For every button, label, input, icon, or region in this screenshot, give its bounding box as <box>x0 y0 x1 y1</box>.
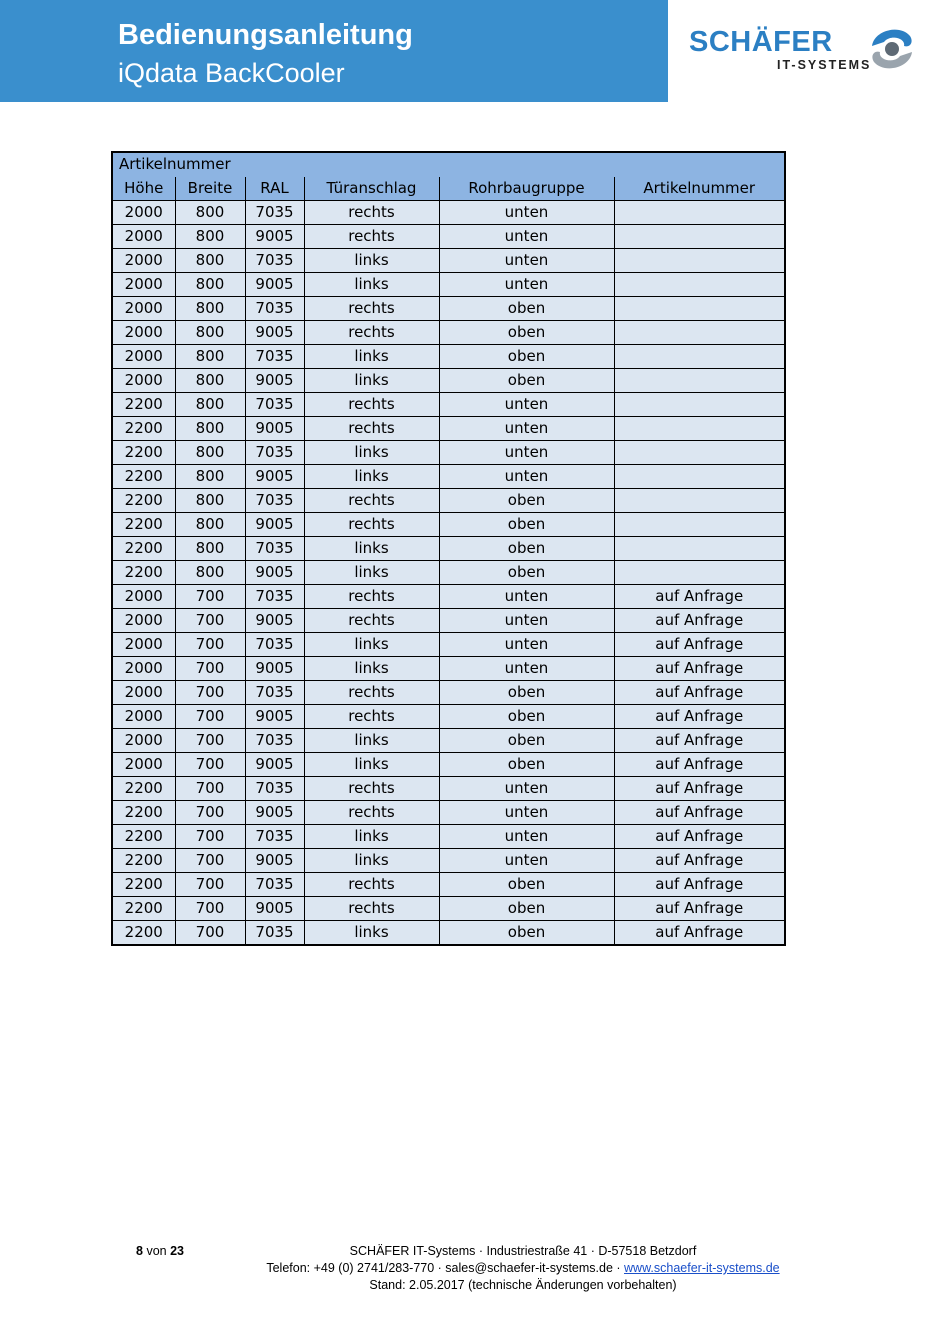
table-cell: rechts <box>304 201 439 225</box>
table-cell: 9005 <box>245 465 304 489</box>
footer-address: SCHÄFER IT-Systems · Industriestraße 41 · D-57518 Betzdorf <box>349 1244 697 1258</box>
table-cell: 2000 <box>112 729 175 753</box>
page-separator: von <box>146 1244 167 1258</box>
table-cell: auf Anfrage <box>614 897 785 921</box>
page-number <box>136 1243 184 1260</box>
table-cell <box>614 273 785 297</box>
article-number-table <box>111 151 786 946</box>
table-cell: auf Anfrage <box>614 633 785 657</box>
website-link[interactable]: www.schaefer-it-systems.de <box>624 1261 780 1275</box>
table-row <box>112 393 785 417</box>
table-cell: 7035 <box>245 633 304 657</box>
table-cell: 7035 <box>245 921 304 946</box>
table-cell <box>614 249 785 273</box>
table-cell: auf Anfrage <box>614 873 785 897</box>
column-header-rohrbaugruppe: Rohrbaugruppe <box>439 177 614 201</box>
table-row <box>112 465 785 489</box>
table-cell: oben <box>439 753 614 777</box>
table-cell: oben <box>439 513 614 537</box>
table-cell: oben <box>439 489 614 513</box>
table-cell: oben <box>439 345 614 369</box>
table-cell: unten <box>439 609 614 633</box>
table-cell: 2200 <box>112 489 175 513</box>
table-cell: 700 <box>175 657 245 681</box>
table-row <box>112 561 785 585</box>
table-cell: 700 <box>175 585 245 609</box>
table-cell: oben <box>439 729 614 753</box>
table-cell: 7035 <box>245 393 304 417</box>
table-row <box>112 801 785 825</box>
column-header-ral: RAL <box>245 177 304 201</box>
footer-contact-line <box>258 1260 788 1277</box>
table-cell: oben <box>439 705 614 729</box>
page-current: 8 <box>136 1244 143 1258</box>
table-cell: auf Anfrage <box>614 657 785 681</box>
table-cell: links <box>304 369 439 393</box>
table-cell: oben <box>439 297 614 321</box>
table-cell: 9005 <box>245 273 304 297</box>
table-cell <box>614 561 785 585</box>
table-cell: unten <box>439 201 614 225</box>
table-cell: 9005 <box>245 705 304 729</box>
table-cell: 800 <box>175 441 245 465</box>
table-cell: 9005 <box>245 513 304 537</box>
table-row <box>112 657 785 681</box>
table-cell: auf Anfrage <box>614 777 785 801</box>
table-cell: 9005 <box>245 657 304 681</box>
document-title: Bedienungsanleitung <box>118 19 413 51</box>
table-cell: 2200 <box>112 849 175 873</box>
table-cell: oben <box>439 561 614 585</box>
table-cell: rechts <box>304 225 439 249</box>
table-cell: unten <box>439 225 614 249</box>
table-row <box>112 513 785 537</box>
table-cell: 2000 <box>112 297 175 321</box>
table-cell: 800 <box>175 345 245 369</box>
table-cell: 800 <box>175 225 245 249</box>
table-cell: 2200 <box>112 561 175 585</box>
table-cell <box>614 297 785 321</box>
table-cell: 9005 <box>245 801 304 825</box>
footer-contact <box>258 1243 788 1294</box>
table-cell: rechts <box>304 393 439 417</box>
logo-wordmark: SCHÄFER <box>689 26 833 58</box>
column-header-tueranschlag: Türanschlag <box>304 177 439 201</box>
table-cell: 2200 <box>112 465 175 489</box>
table-cell: 7035 <box>245 585 304 609</box>
table-row <box>112 417 785 441</box>
table-cell: 800 <box>175 201 245 225</box>
table-row <box>112 921 785 946</box>
table-cell: auf Anfrage <box>614 705 785 729</box>
table-cell: rechts <box>304 585 439 609</box>
table-cell: 2000 <box>112 345 175 369</box>
table-cell: 800 <box>175 465 245 489</box>
table-cell: 700 <box>175 873 245 897</box>
table-cell: auf Anfrage <box>614 849 785 873</box>
table-cell: rechts <box>304 873 439 897</box>
table-row <box>112 897 785 921</box>
table-row <box>112 321 785 345</box>
table-cell: rechts <box>304 705 439 729</box>
footer-date: Stand: 2.05.2017 (technische Änderungen vorbehalten) <box>369 1278 677 1292</box>
table-cell: auf Anfrage <box>614 729 785 753</box>
table-row <box>112 297 785 321</box>
table-cell: unten <box>439 249 614 273</box>
table-cell: 700 <box>175 921 245 946</box>
table-cell: rechts <box>304 321 439 345</box>
table-row <box>112 705 785 729</box>
table-row <box>112 729 785 753</box>
table-cell: unten <box>439 849 614 873</box>
table-cell: 2000 <box>112 321 175 345</box>
table-cell: oben <box>439 369 614 393</box>
table-cell: 800 <box>175 297 245 321</box>
table-cell: 9005 <box>245 225 304 249</box>
table-cell: auf Anfrage <box>614 801 785 825</box>
table-cell: 700 <box>175 681 245 705</box>
table-cell: 7035 <box>245 249 304 273</box>
table-cell <box>614 393 785 417</box>
table-cell: unten <box>439 801 614 825</box>
table-cell: 9005 <box>245 753 304 777</box>
column-header-artikelnummer: Artikelnummer <box>614 177 785 201</box>
table-cell: 800 <box>175 393 245 417</box>
table-cell: links <box>304 537 439 561</box>
table-cell: oben <box>439 897 614 921</box>
table-cell: links <box>304 753 439 777</box>
table-row <box>112 345 785 369</box>
table-cell: auf Anfrage <box>614 681 785 705</box>
table-cell <box>614 369 785 393</box>
table-cell: unten <box>439 417 614 441</box>
table-cell: rechts <box>304 513 439 537</box>
table-title: Artikelnummer <box>112 152 785 177</box>
table-cell <box>614 489 785 513</box>
table-cell: 2000 <box>112 753 175 777</box>
table-cell: 2200 <box>112 777 175 801</box>
table-cell: 2200 <box>112 873 175 897</box>
table-cell: auf Anfrage <box>614 585 785 609</box>
table-row <box>112 537 785 561</box>
table-cell: 7035 <box>245 777 304 801</box>
article-table-wrapper <box>111 151 786 946</box>
table-cell: 9005 <box>245 609 304 633</box>
document-subtitle: iQdata BackCooler <box>118 58 345 88</box>
table-row <box>112 777 785 801</box>
table-cell: oben <box>439 921 614 946</box>
table-cell: 9005 <box>245 321 304 345</box>
table-row <box>112 873 785 897</box>
table-cell <box>614 225 785 249</box>
table-cell <box>614 465 785 489</box>
table-cell: 7035 <box>245 681 304 705</box>
table-cell: 800 <box>175 249 245 273</box>
table-cell: 700 <box>175 849 245 873</box>
table-cell: links <box>304 825 439 849</box>
table-cell: 2200 <box>112 513 175 537</box>
table-cell: auf Anfrage <box>614 921 785 946</box>
table-cell: unten <box>439 441 614 465</box>
table-row <box>112 585 785 609</box>
table-cell: 2000 <box>112 273 175 297</box>
table-cell: rechts <box>304 777 439 801</box>
column-header-hoehe: Höhe <box>112 177 175 201</box>
logo-subline: IT-SYSTEMS <box>777 58 872 72</box>
table-cell: links <box>304 249 439 273</box>
table-cell: rechts <box>304 897 439 921</box>
table-cell: 700 <box>175 825 245 849</box>
table-cell: links <box>304 465 439 489</box>
table-cell: 2000 <box>112 585 175 609</box>
table-cell: 2200 <box>112 537 175 561</box>
table-cell: rechts <box>304 297 439 321</box>
table-cell: links <box>304 561 439 585</box>
table-cell: 700 <box>175 801 245 825</box>
table-cell: oben <box>439 321 614 345</box>
table-cell: unten <box>439 633 614 657</box>
table-row <box>112 609 785 633</box>
table-cell: links <box>304 273 439 297</box>
table-cell: 2000 <box>112 609 175 633</box>
table-cell <box>614 537 785 561</box>
table-cell: 700 <box>175 705 245 729</box>
table-cell: 2200 <box>112 441 175 465</box>
table-cell: links <box>304 441 439 465</box>
table-cell: 2000 <box>112 657 175 681</box>
table-cell: oben <box>439 681 614 705</box>
table-cell: unten <box>439 777 614 801</box>
table-cell: rechts <box>304 417 439 441</box>
table-cell: 700 <box>175 777 245 801</box>
table-cell: 9005 <box>245 849 304 873</box>
table-cell: auf Anfrage <box>614 753 785 777</box>
footer-phone-email: Telefon: +49 (0) 2741/283-770 · sales@schaefer-it-systems.de · <box>266 1261 625 1275</box>
table-cell: links <box>304 657 439 681</box>
table-cell: 7035 <box>245 537 304 561</box>
table-cell: 2200 <box>112 801 175 825</box>
table-cell: oben <box>439 873 614 897</box>
table-cell: 800 <box>175 273 245 297</box>
table-cell: 9005 <box>245 561 304 585</box>
table-cell: 800 <box>175 417 245 441</box>
table-cell: rechts <box>304 681 439 705</box>
table-cell: 7035 <box>245 297 304 321</box>
table-cell: 2000 <box>112 225 175 249</box>
table-row <box>112 273 785 297</box>
table-cell: 2200 <box>112 921 175 946</box>
table-cell: unten <box>439 585 614 609</box>
table-cell: oben <box>439 537 614 561</box>
table-title-row <box>112 152 785 177</box>
table-cell: 7035 <box>245 825 304 849</box>
table-cell: 800 <box>175 537 245 561</box>
table-row <box>112 201 785 225</box>
table-cell <box>614 417 785 441</box>
table-cell: 2200 <box>112 417 175 441</box>
table-cell: unten <box>439 393 614 417</box>
table-cell: 2000 <box>112 369 175 393</box>
table-cell: links <box>304 633 439 657</box>
column-header-breite: Breite <box>175 177 245 201</box>
table-cell: 7035 <box>245 441 304 465</box>
table-row <box>112 249 785 273</box>
table-row <box>112 825 785 849</box>
table-row <box>112 489 785 513</box>
table-header-row <box>112 177 785 201</box>
table-cell: 800 <box>175 513 245 537</box>
table-cell: 800 <box>175 321 245 345</box>
table-cell <box>614 513 785 537</box>
table-row <box>112 369 785 393</box>
table-cell: 2000 <box>112 705 175 729</box>
table-cell: links <box>304 345 439 369</box>
table-cell: 7035 <box>245 873 304 897</box>
table-cell: unten <box>439 825 614 849</box>
table-row <box>112 441 785 465</box>
table-cell: links <box>304 849 439 873</box>
table-cell: auf Anfrage <box>614 825 785 849</box>
table-row <box>112 225 785 249</box>
table-cell: rechts <box>304 801 439 825</box>
table-cell: 700 <box>175 729 245 753</box>
table-cell: 800 <box>175 561 245 585</box>
schaefer-swirl-icon <box>866 24 918 74</box>
table-cell: unten <box>439 273 614 297</box>
table-row <box>112 633 785 657</box>
table-cell: 2000 <box>112 681 175 705</box>
table-cell: 7035 <box>245 489 304 513</box>
table-cell: 2200 <box>112 393 175 417</box>
table-cell: 800 <box>175 369 245 393</box>
table-cell: 9005 <box>245 417 304 441</box>
page-total: 23 <box>170 1244 184 1258</box>
table-cell: links <box>304 729 439 753</box>
table-cell: 700 <box>175 633 245 657</box>
table-cell: 9005 <box>245 369 304 393</box>
table-cell: links <box>304 921 439 946</box>
table-cell: unten <box>439 657 614 681</box>
table-row <box>112 681 785 705</box>
table-cell: 2000 <box>112 249 175 273</box>
table-cell: 7035 <box>245 201 304 225</box>
table-row <box>112 849 785 873</box>
table-cell: 2200 <box>112 825 175 849</box>
company-logo <box>686 22 926 78</box>
table-cell: rechts <box>304 609 439 633</box>
table-cell: 700 <box>175 609 245 633</box>
table-cell: 7035 <box>245 345 304 369</box>
table-cell: 2000 <box>112 633 175 657</box>
table-cell: 700 <box>175 897 245 921</box>
table-cell: 7035 <box>245 729 304 753</box>
table-cell <box>614 321 785 345</box>
table-cell: 800 <box>175 489 245 513</box>
table-cell: 2000 <box>112 201 175 225</box>
table-cell: 700 <box>175 753 245 777</box>
table-cell: rechts <box>304 489 439 513</box>
table-cell <box>614 345 785 369</box>
table-cell: auf Anfrage <box>614 609 785 633</box>
table-cell: 2200 <box>112 897 175 921</box>
table-row <box>112 753 785 777</box>
table-cell: unten <box>439 465 614 489</box>
table-cell <box>614 441 785 465</box>
table-cell <box>614 201 785 225</box>
table-cell: 9005 <box>245 897 304 921</box>
